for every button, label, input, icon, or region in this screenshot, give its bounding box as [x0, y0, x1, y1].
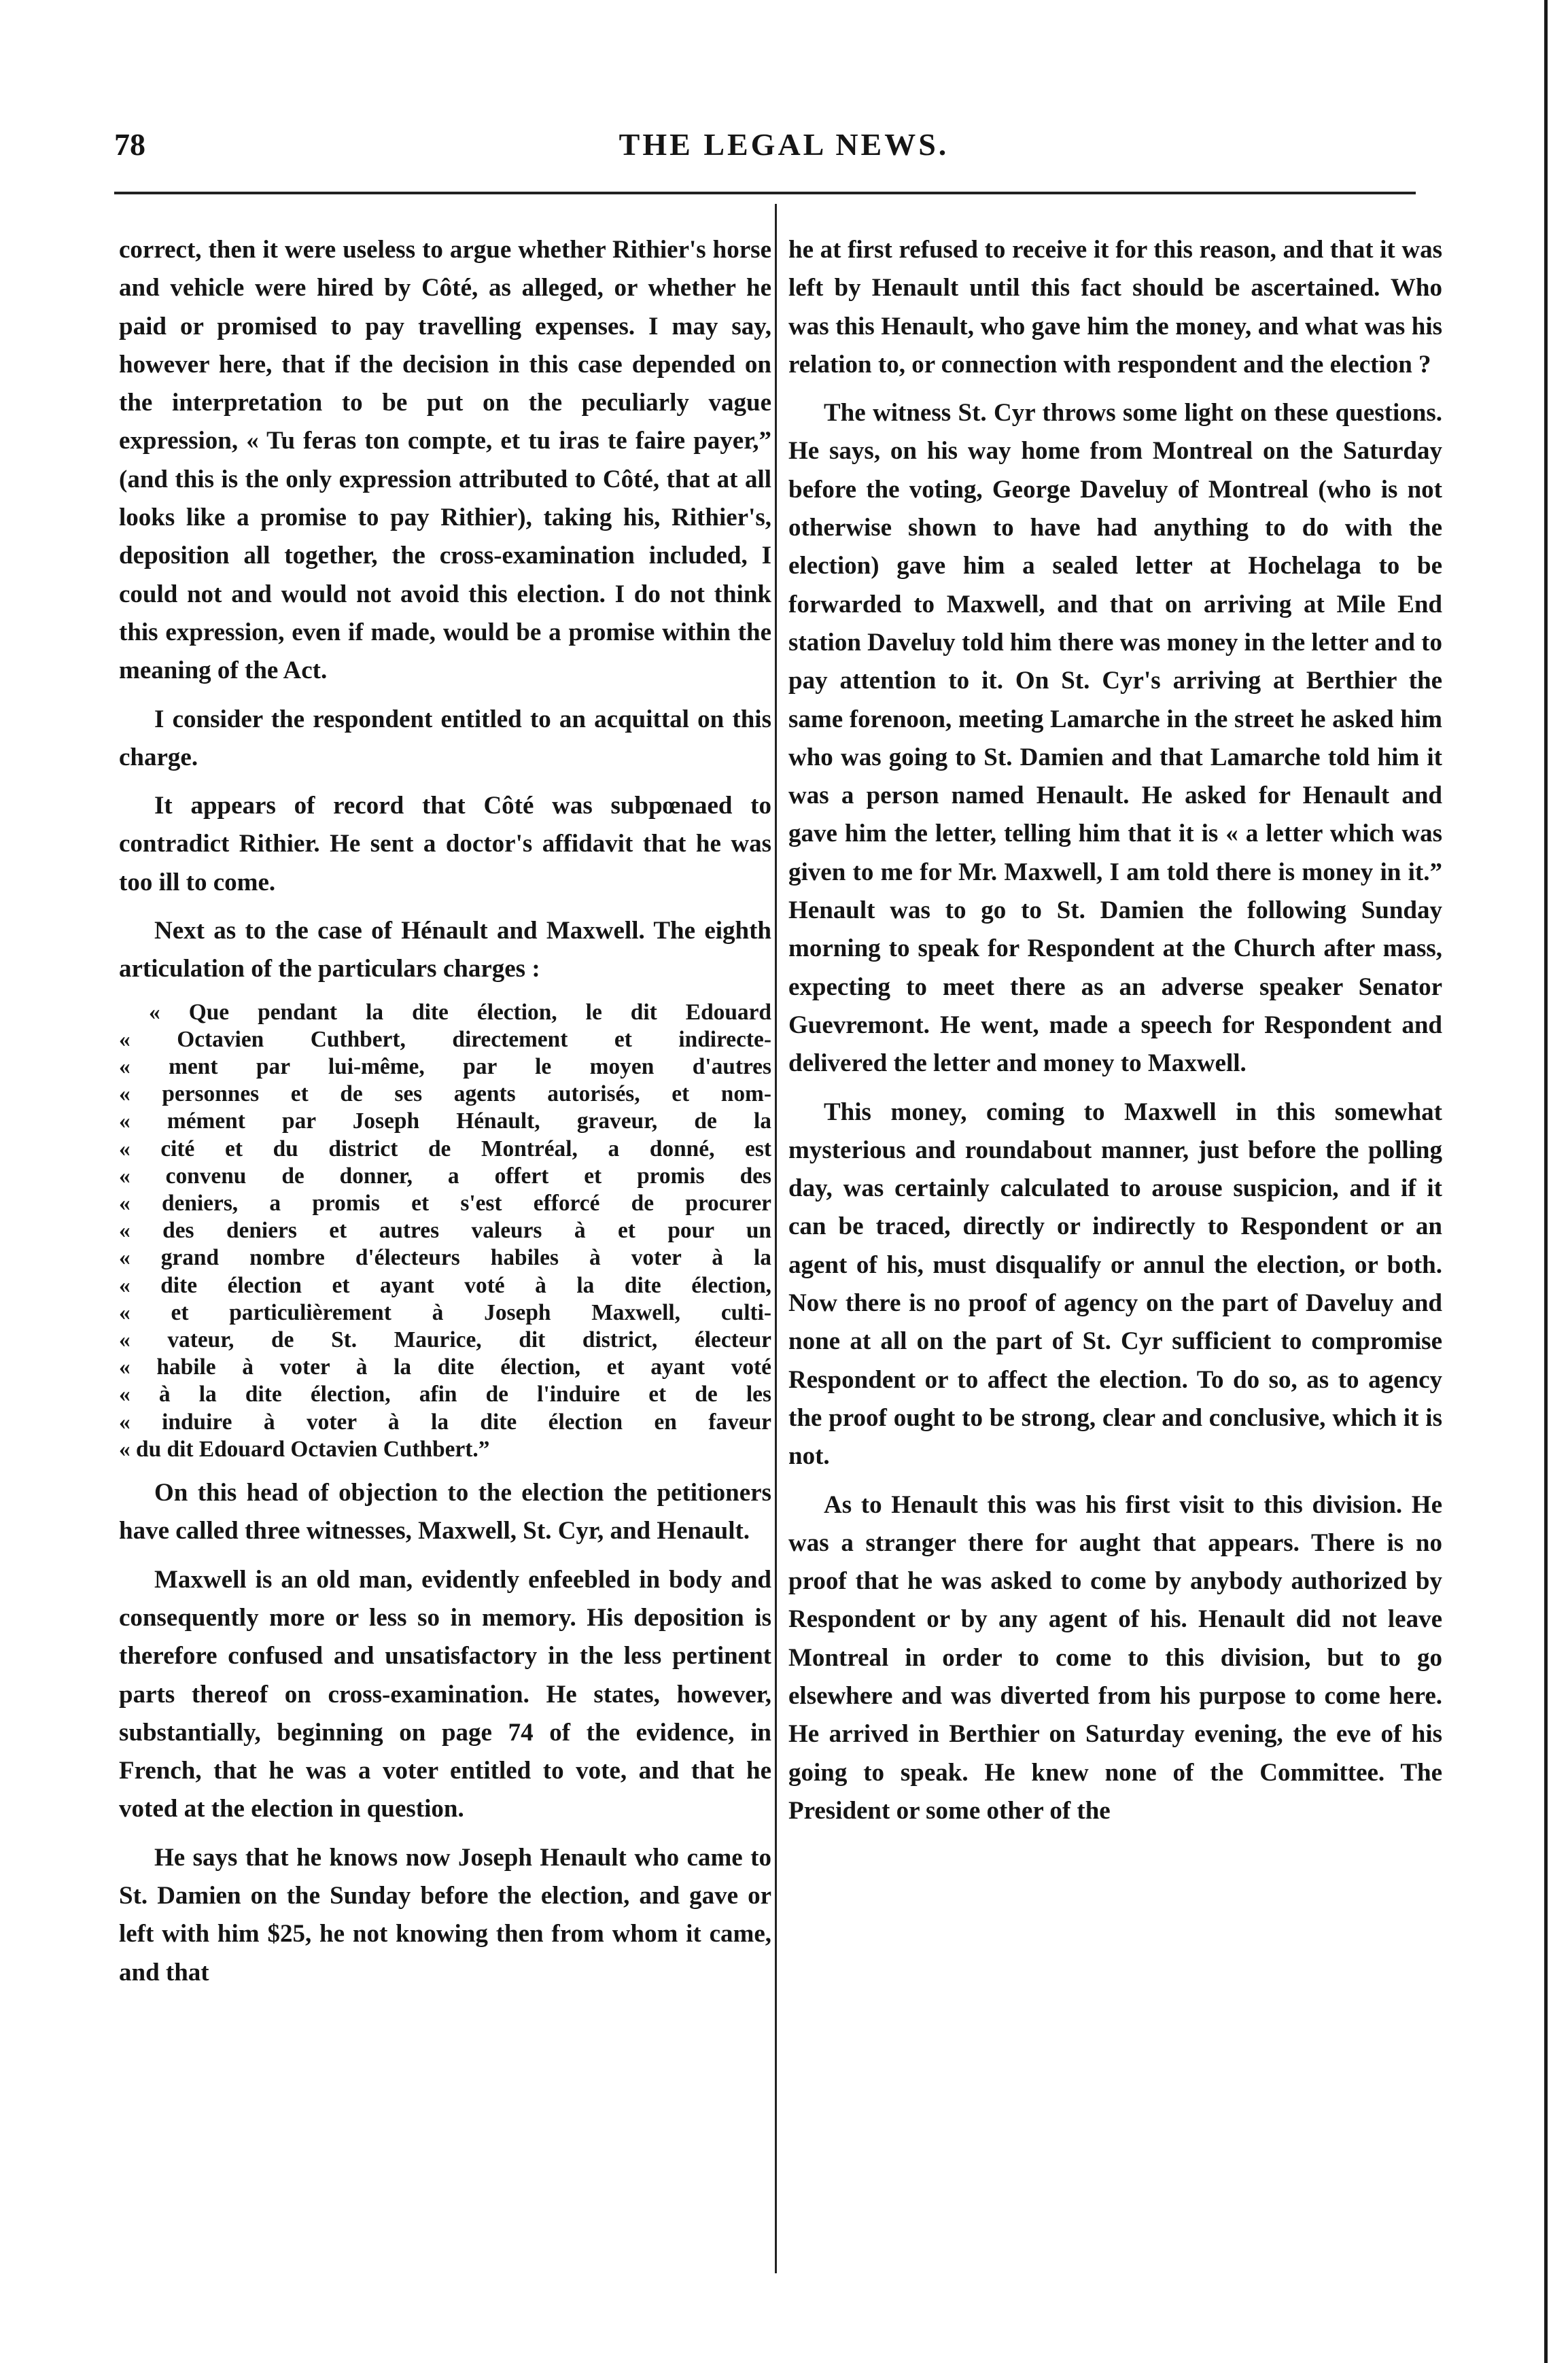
quote-line: « grand nombre d'électeurs habiles à voter à la	[119, 1245, 771, 1271]
left-column	[119, 231, 771, 2002]
quote-line: « cité et du district de Montréal, a donné, est	[119, 1136, 771, 1161]
paragraph: It appears of record that Côté was subpœnaed to contradict Rithier. He sent a doctor's affidavit that he was too ill to come.	[119, 792, 771, 896]
french-quotation	[119, 999, 771, 1463]
running-title: THE LEGAL NEWS.	[619, 127, 949, 162]
quote-line: « Que pendant la dite élection, le dit Edouard	[149, 999, 771, 1025]
quote-line: « vateur, de St. Maurice, dit district, électeur	[119, 1327, 771, 1353]
page-number: 78	[114, 127, 145, 162]
column-divider	[775, 204, 777, 2273]
paragraph: This money, coming to Maxwell in this somewhat mysterious and roundabout manner, just before the polling day, was certainly calculated to arouse suspicion, and if it can be traced, directly or indirectly to Respondent or an agent of his, must disqualify or annul the election, or both. Now there is no proof of agency on the part of Daveluy and none at all on the part of St. Cyr sufficient to compromise Respondent or to affect the election. To do so, as to agency the proof ought to be strong, clear and conclusive, which it is not.	[788, 1098, 1442, 1471]
paragraph: Next as to the case of Hénault and Maxwell. The eighth articulation of the particulars charges :	[119, 917, 771, 983]
quote-line: « personnes et de ses agents autorisés, et nom-	[119, 1081, 771, 1107]
paragraph: He says that he knows now Joseph Henault who came to St. Damien on the Sunday before the election, and gave or left with him $25, he not knowing then from whom it came, and that	[119, 1843, 771, 1986]
quote-line: « à la dite élection, afin de l'induire et de les	[119, 1382, 771, 1407]
quote-line: « deniers, a promis et s'est efforcé de procurer	[119, 1191, 771, 1216]
right-column	[788, 231, 1442, 1840]
paragraph: Maxwell is an old man, evidently enfeebled in body and consequently more or less so in memory. His deposition is therefore confused and unsatisfactory in the less pertinent parts thereof on cross-examination. He states, however, substantially, beginning on page 74 of the evidence, in French, that he was a voter entitled to vote, and that he voted at the election in question.	[119, 1565, 771, 1823]
quote-line: « dite élection et ayant voté à la dite élection,	[119, 1272, 771, 1298]
quote-line: « et particulièrement à Joseph Maxwell, culti-	[119, 1299, 771, 1325]
quote-line: « habile à voter à la dite élection, et ayant voté	[119, 1354, 771, 1380]
paragraph: The witness St. Cyr throws some light on these questions. He says, on his way home from Montreal on the Saturday before the voting, George Daveluy of Montreal (who is not otherwise shown to have had anything to do with the election) gave him a sealed letter at Hochelaga to be forwarded to Maxwell, and that on arriving at Mile End station Daveluy told him there was money in the letter and to pay attention to it. On St. Cyr's arriving at Berthier the same forenoon, meeting Lamarche in the street he asked him who was going to St. Damien and that Lamarche told him it was a person named Henault. He asked for Henault and gave him the letter, telling him that it is « a letter which was given to me for Mr. Maxwell, I am told there is money in it.” Henault was to go to St. Damien the following Sunday morning to speak for Respondent at the Church after mass, expecting to meet there as an adverse speaker Senator Guevremont. He went, made a speech for Respondent and delivered the letter and money to Maxwell.	[788, 399, 1442, 1078]
quote-line: « Octavien Cuthbert, directement et indirecte-	[119, 1026, 771, 1052]
quote-line: « ment par lui-même, par le moyen d'autres	[119, 1054, 771, 1080]
paragraph: I consider the respondent entitled to an acquittal on this charge.	[119, 705, 771, 771]
header-rule	[114, 192, 1416, 194]
quote-line: « du dit Edouard Octavien Cuthbert.”	[119, 1436, 490, 1462]
paragraph: he at first refused to receive it for this reason, and that it was left by Henault until this fact should be ascertained. Who was this Henault, who gave him the money, and what was his relation to, or connection with respondent and the election ?	[788, 236, 1442, 379]
quote-line: « convenu de donner, a offert et promis des	[119, 1163, 771, 1189]
quote-line: « induire à voter à la dite élection en faveur	[119, 1409, 771, 1435]
quote-line: « mément par Joseph Hénault, graveur, de la	[119, 1108, 771, 1134]
quote-line: « des deniers et autres valeurs à et pour un	[119, 1218, 771, 1244]
paragraph: As to Henault this was his first visit to this division. He was a stranger there for aught that appears. There is no proof that he was asked to come by anybody authorized by Respondent or by any agent of his. Henault did not leave Montreal in order to come to this division, but to go elsewhere and was diverted from his purpose to come here. He arrived in Berthier on Saturday evening, the eve of his going to speak. He knew none of the Committee. The President or some other of the	[788, 1490, 1442, 1825]
paragraph: On this head of objection to the election the petitioners have called three witnesses, Maxwell, St. Cyr, and Henault.	[119, 1479, 771, 1545]
scan-edge-line	[1544, 0, 1548, 2363]
paragraph: correct, then it were useless to argue whether Rithier's horse and vehicle were hired by Côté, as alleged, or whether he paid or promised to pay travelling expenses. I may say, however here, that if the decision in this case depended on the interpretation to be put on the peculiarly vague expression, « Tu feras ton compte, et tu iras te faire payer,” (and this is the only expression attributed to Côté, that at all looks like a promise to pay Rithier), taking his, Rithier's, deposition all together, the cross-examination included, I could not and would not avoid this election. I do not think this expression, even if made, would be a promise within the meaning of the Act.	[119, 236, 771, 685]
